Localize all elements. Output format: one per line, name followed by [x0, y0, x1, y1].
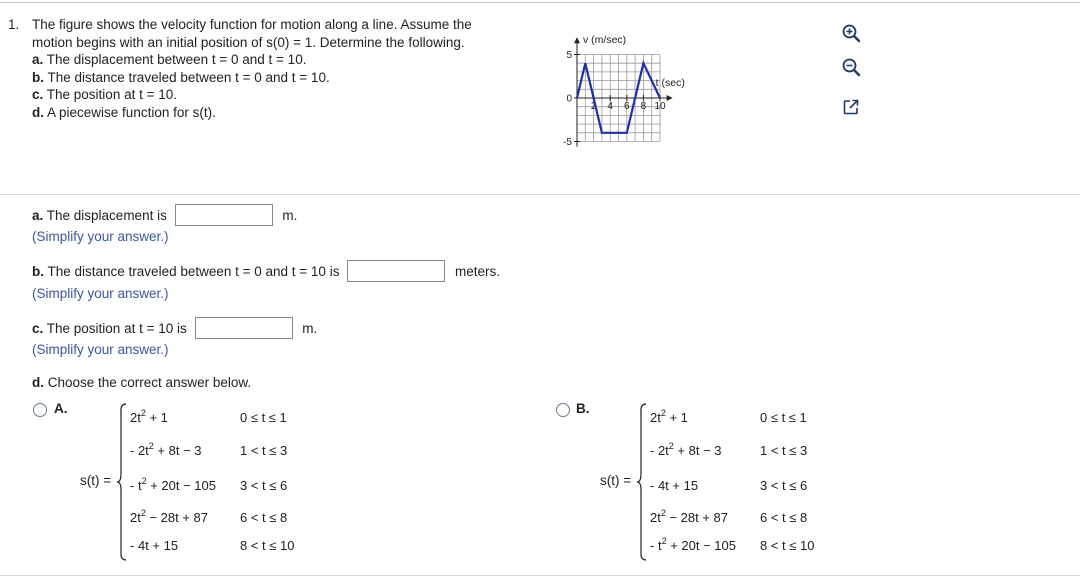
piecewise-expression: - 4t + 15: [650, 478, 699, 493]
bottom-divider: [0, 575, 1080, 576]
zoom-out-icon: [841, 57, 861, 77]
displacement-input[interactable]: [175, 204, 273, 226]
piecewise-function-name: s(t) =: [80, 473, 112, 488]
piecewise-expression: - $t^2 + 20t - 105$: [650, 536, 736, 553]
question-b-label: b. The distance traveled between t = 0 and t = 10 is: [32, 263, 340, 279]
displacement-unit: m.: [282, 207, 298, 223]
piecewise-brace: [636, 402, 648, 562]
question-a-label: a. The displacement is: [32, 207, 167, 223]
piecewise-expression: - $2t^2 + 8t - 3$: [130, 441, 202, 458]
piecewise-expression: $2t^2 + 1$: [130, 408, 168, 425]
x-axis-arrow: [667, 95, 673, 101]
question-b-hint: (Simplify your answer.): [32, 286, 169, 301]
piecewise-condition: 0 ≤ t ≤ 1: [240, 410, 287, 425]
piecewise-expression: - 4t + 15: [130, 538, 179, 553]
piecewise-condition: 6 < t ≤ 8: [240, 510, 288, 525]
section-divider: [0, 194, 1080, 195]
velocity-graph-svg: [555, 16, 815, 186]
question-a-hint: (Simplify your answer.): [32, 229, 169, 244]
piecewise-expression: $2t^2 + 1$: [650, 408, 688, 425]
problem-number: 1.: [8, 17, 20, 32]
piecewise-function-name: s(t) =: [600, 473, 632, 488]
zoom-in-icon: [841, 23, 861, 43]
position-unit: m.: [302, 320, 318, 336]
question-c: [32, 317, 317, 339]
choice-b-letter: B.: [576, 401, 590, 416]
problem-part-d: d. A piecewise function for s(t).: [32, 104, 216, 120]
choice-a-radio[interactable]: [33, 403, 47, 417]
choice-a-letter: A.: [54, 401, 68, 416]
piecewise-condition: 6 < t ≤ 8: [760, 510, 808, 525]
y-tick-label: -5: [563, 137, 572, 148]
piecewise-condition: 1 < t ≤ 3: [240, 443, 288, 458]
x-axis-label: t (sec): [655, 77, 685, 89]
x-tick-label: 8: [640, 101, 647, 112]
y-axis-label: v (m/sec): [583, 34, 627, 47]
problem-part-b: b. The distance traveled between t = 0 and t = 10.: [32, 69, 330, 85]
piecewise-condition: 3 < t ≤ 6: [240, 478, 288, 493]
top-divider: [0, 2, 1080, 3]
y-tick-label: 5: [566, 50, 572, 61]
choice-b-radio[interactable]: [556, 403, 570, 417]
piecewise-expression: $2t^2 - 28t + 87$: [650, 508, 729, 525]
x-tick-label: 10: [654, 101, 666, 112]
popout-button[interactable]: [838, 94, 864, 120]
piecewise-condition: 0 ≤ t ≤ 1: [760, 410, 807, 425]
piecewise-brace: [116, 402, 128, 562]
piecewise-condition: 8 < t ≤ 10: [240, 538, 295, 553]
piecewise-condition: 1 < t ≤ 3: [760, 443, 808, 458]
question-c-hint: (Simplify your answer.): [32, 342, 169, 357]
question-a: [32, 204, 297, 226]
x-tick-label: 2: [590, 101, 597, 112]
y-axis-arrow: [574, 37, 580, 43]
zoom-out-button[interactable]: [838, 54, 864, 80]
question-c-label: c. The position at t = 10 is: [32, 320, 187, 336]
piecewise-expression: - $t^2 + 20t - 105$: [130, 476, 216, 493]
position-input[interactable]: [195, 317, 293, 339]
problem-line-2: motion begins with an initial position of s(0) = 1. Determine the following.: [32, 34, 465, 50]
question-d-label: d. Choose the correct answer below.: [32, 374, 252, 390]
question-d: [32, 374, 251, 390]
distance-input[interactable]: [347, 260, 445, 282]
piecewise-expression: $2t^2 - 28t + 87$: [130, 508, 209, 525]
velocity-graph: [555, 16, 815, 186]
piecewise-condition: 3 < t ≤ 6: [760, 478, 808, 493]
y-tick-label: 0: [566, 93, 572, 105]
piecewise-condition: 8 < t ≤ 10: [760, 538, 815, 553]
problem-part-a: a. The displacement between t = 0 and t = 10.: [32, 52, 307, 67]
question-b: [32, 260, 500, 282]
problem-line-1: The figure shows the velocity function for motion along a line. Assume the: [32, 17, 472, 32]
distance-unit: meters.: [454, 263, 500, 279]
piecewise-expression: - $2t^2 + 8t - 3$: [650, 441, 722, 458]
zoom-in-button[interactable]: [838, 20, 864, 46]
external-link-icon: [842, 98, 860, 116]
problem-part-c: c. The position at t = 10.: [32, 87, 177, 102]
x-tick-label: 6: [624, 101, 630, 112]
x-tick-label: 4: [607, 101, 613, 112]
